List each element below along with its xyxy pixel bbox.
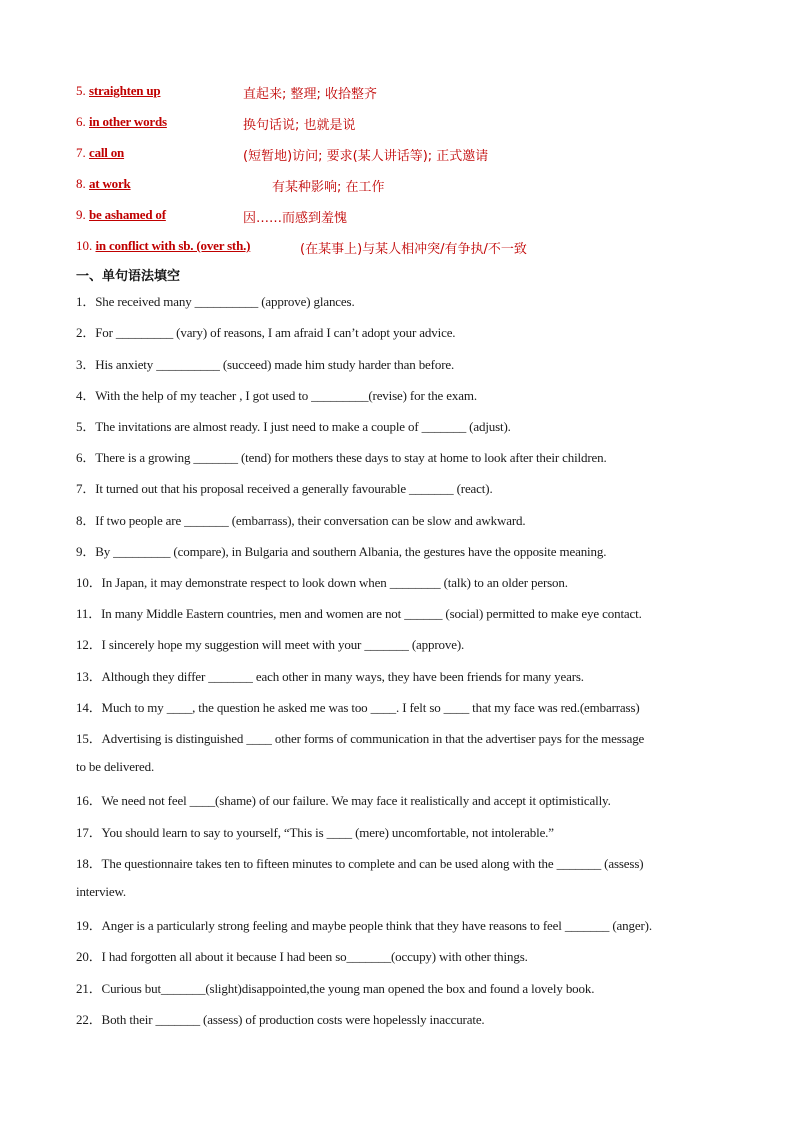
question-line: 16．We need not feel ____(shame) of our failure. We may face it realistically and accept it optimistically. [76, 793, 611, 808]
phrase-meaning: 换句话说; 也就是说 [243, 118, 356, 133]
question-line: 11．In many Middle Eastern countries, men and women are not ______ (social) permitted to make eye contact. [76, 606, 642, 621]
question-line: 10．In Japan, it may demonstrate respect to look down when ________ (talk) to an older person. [76, 575, 568, 590]
question-line-continuation: interview. [76, 884, 126, 899]
question-line: 4．With the help of my teacher , I got used to _________(revise) for the exam. [76, 388, 477, 403]
phrase-number: 8. [76, 176, 89, 191]
phrase-item [76, 176, 385, 196]
question-line: 14．Much to my ____, the question he asked me was too ____. I felt so ____ that my face was red.(embarrass) [76, 700, 640, 715]
phrase-meaning: (短暂地)访问; 要求(某人讲话等); 正式邀请 [243, 149, 489, 164]
phrase-number: 10. [76, 238, 96, 253]
question-line: 17．You should learn to say to yourself, “This is ____ (mere) uncomfortable, not intolerable.” [76, 825, 554, 840]
question-line: 5．The invitations are almost ready. I just need to make a couple of _______ (adjust). [76, 419, 511, 434]
question-line: 22．Both their _______ (assess) of production costs were hopelessly inaccurate. [76, 1012, 485, 1027]
phrase-term: straighten up [89, 83, 161, 98]
question-line: 15．Advertising is distinguished ____ other forms of communication in that the advertiser pays for the message [76, 731, 645, 746]
phrase-number: 5. [76, 83, 89, 98]
question-line: 7．It turned out that his proposal received a generally favourable _______ (react). [76, 481, 493, 496]
question-line: 2．For _________ (vary) of reasons, I am afraid I can’t adopt your advice. [76, 325, 456, 340]
phrase-item [76, 207, 348, 227]
phrase-term: in conflict with sb. (over sth.) [95, 238, 251, 253]
question-line-continuation: to be delivered. [76, 759, 155, 774]
phrase-item [76, 145, 489, 165]
question-line: 21．Curious but_______(slight)disappointed,the young man opened the box and found a lovely book. [76, 981, 595, 996]
phrase-meaning: 因……而感到羞愧 [243, 211, 348, 226]
question-line: 13．Although they differ _______ each other in many ways, they have been friends for many years. [76, 669, 584, 684]
question-line: 12．I sincerely hope my suggestion will meet with your _______ (approve). [76, 637, 465, 652]
question-line: 8．If two people are _______ (embarrass), their conversation can be slow and awkward. [76, 513, 526, 528]
phrase-term: in other words [89, 114, 167, 129]
phrase-item [76, 114, 356, 134]
phrase-meaning: 有某种影响; 在工作 [272, 180, 385, 195]
phrase-number: 9. [76, 207, 89, 222]
phrase-meaning: 直起来; 整理; 收拾整齐 [243, 87, 378, 102]
phrase-term: at work [89, 176, 131, 191]
phrase-term: call on [89, 145, 125, 160]
phrase-term: be ashamed of [89, 207, 166, 222]
question-line: 20．I had forgotten all about it because I had been so_______(occupy) with other things. [76, 949, 528, 964]
phrase-item [76, 83, 378, 103]
section-heading: 一、单句语法填空 [76, 269, 181, 284]
question-line: 9．By _________ (compare), in Bulgaria and southern Albania, the gestures have the opposite meaning. [76, 544, 607, 559]
question-line: 18．The questionnaire takes ten to fifteen minutes to complete and can be used along with the _______ (assess) [76, 856, 644, 871]
question-line: 6．There is a growing _______ (tend) for mothers these days to stay at home to look after their children. [76, 450, 607, 465]
question-line: 19．Anger is a particularly strong feeling and maybe people think that they have reasons to feel _______ (anger). [76, 918, 652, 933]
phrase-number: 6. [76, 114, 89, 129]
phrase-item [76, 238, 527, 258]
phrase-number: 7. [76, 145, 89, 160]
question-line: 3．His anxiety __________ (succeed) made him study harder than before. [76, 357, 455, 372]
question-line: 1．She received many __________ (approve) glances. [76, 294, 355, 309]
phrase-meaning: (在某事上)与某人相冲突/有争执/不一致 [300, 242, 527, 257]
